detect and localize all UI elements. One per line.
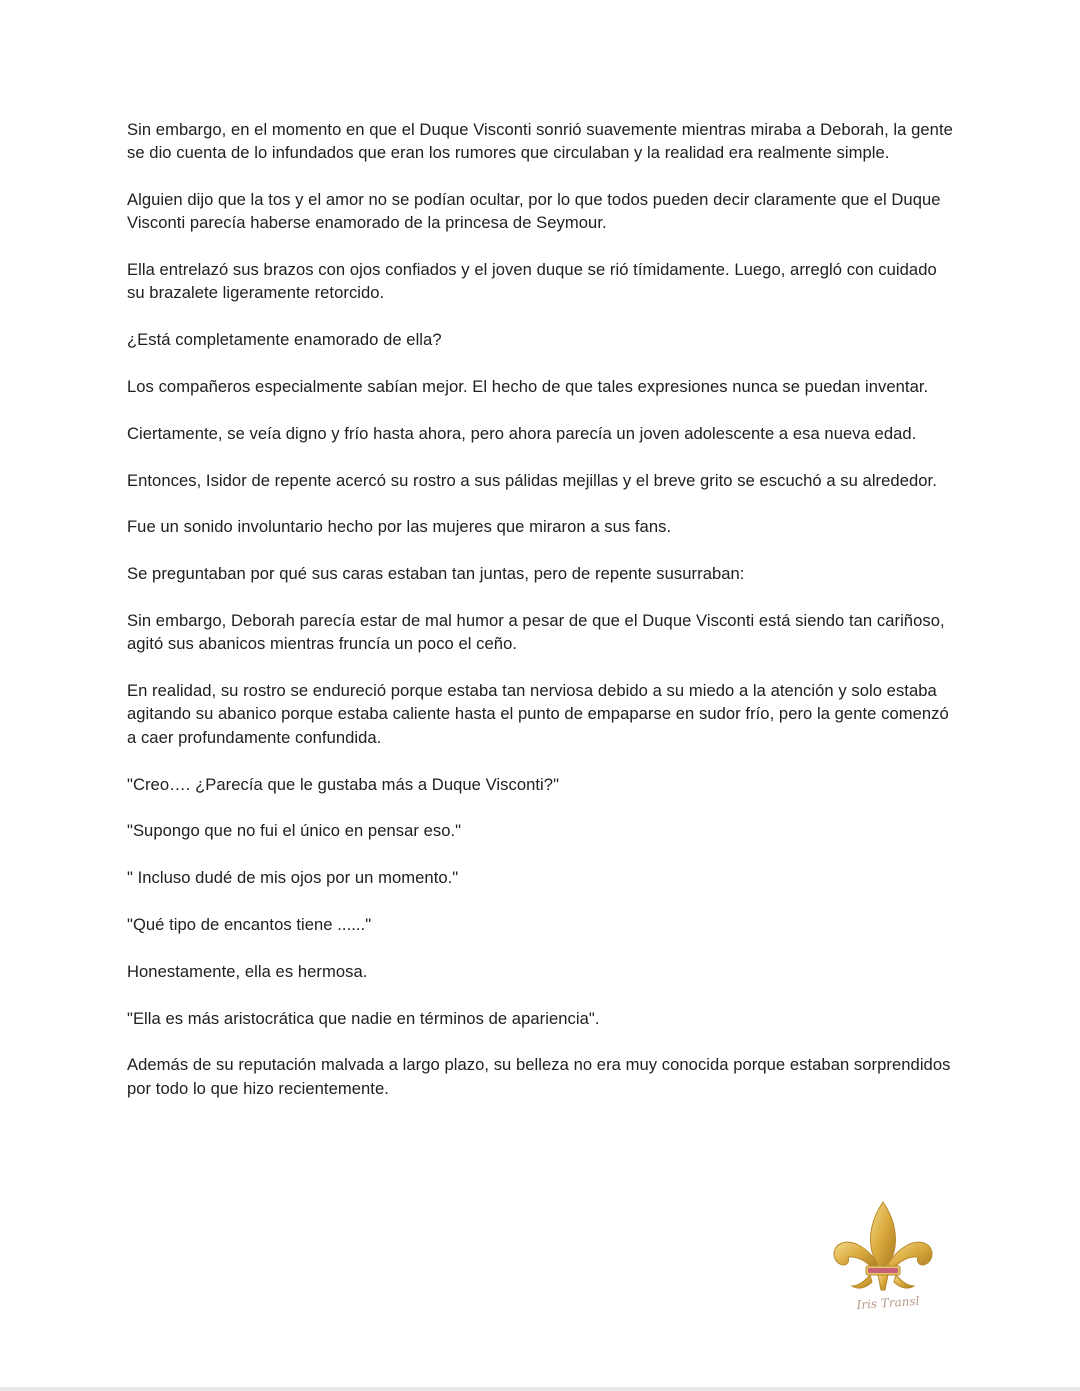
paragraph: "Creo…. ¿Parecía que le gustaba más a Duque Visconti?" (127, 774, 560, 794)
paragraph: " Incluso dudé de mis ojos por un momento." (127, 868, 459, 888)
paragraph: Entonces, Isidor de repente acercó su rostro a sus pálidas mejillas y el breve grito se escuchó a su alrededor. (127, 470, 937, 490)
translator-signature: Iris Transl (856, 1293, 920, 1313)
paragraph: Sin embargo, en el momento en que el Duque Visconti sonrió suavemente mientras miraba a Deborah, la gente se dio cuenta de lo infundados que eran los rumores que circulaban y la realidad era realmente simple. (127, 120, 953, 163)
paragraph: Fue un sonido involuntario hecho por las mujeres que miraron a sus fans. (127, 517, 672, 537)
paragraph: "Ella es más aristocrática que nadie en términos de apariencia". (127, 1008, 600, 1028)
paragraph: "Supongo que no fui el único en pensar eso." (127, 821, 462, 841)
paragraph: ¿Está completamente enamorado de ella? (127, 330, 442, 350)
paragraph: Además de su reputación malvada a largo plazo, su belleza no era muy conocida porque estaban sorprendidos por todo lo que hizo recientemente. (127, 1055, 951, 1098)
translator-logo (828, 1198, 938, 1318)
paragraph: Sin embargo, Deborah parecía estar de mal humor a pesar de que el Duque Visconti está siendo tan cariñoso, agitó sus abanicos mientras fruncía un poco el ceño. (127, 611, 945, 654)
paragraph: Se preguntaban por qué sus caras estaban tan juntas, pero de repente susurraban: (127, 564, 745, 584)
paragraph: Ella entrelazó sus brazos con ojos confiados y el joven duque se rió tímidamente. Luego, arregló con cuidado su brazalete ligeramente retorcido. (127, 260, 937, 303)
paragraph: Los compañeros especialmente sabían mejor. El hecho de que tales expresiones nunca se puedan inventar. (127, 377, 929, 397)
paragraph: Honestamente, ella es hermosa. (127, 961, 368, 981)
paragraph: En realidad, su rostro se endureció porque estaba tan nerviosa debido a su miedo a la atención y solo estaba agitando su abanico porque estaba caliente hasta el punto de empaparse en sudor frío, pero la gente comenzó a caer profundamente confundida. (127, 681, 949, 747)
document-body (127, 118, 957, 1123)
page-bottom-edge (0, 1387, 1080, 1391)
paragraph: Ciertamente, se veía digno y frío hasta ahora, pero ahora parecía un joven adolescente a esa nueva edad. (127, 423, 917, 443)
paragraph: "Qué tipo de encantos tiene ......" (127, 914, 372, 934)
paragraph: Alguien dijo que la tos y el amor no se podían ocultar, por lo que todos pueden decir claramente que el Duque Visconti parecía haberse enamorado de la princesa de Seymour. (127, 190, 941, 233)
